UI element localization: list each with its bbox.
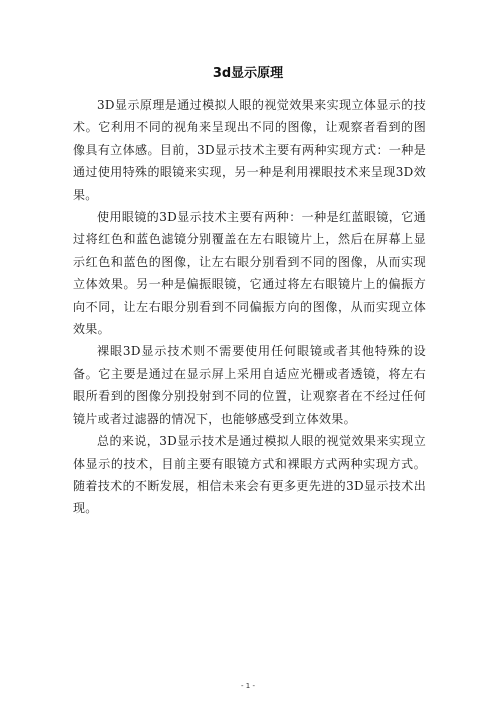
page-number: - 1 - [241, 682, 255, 690]
paragraph-glasses: 使用眼镜的3D显示技术主要有两种：一种是红蓝眼镜，它通过将红色和蓝色滤镜分别覆盖在左右眼镜片上，然后在屏幕上显示红色和蓝色的图像，让左右眼分别看到不同的图像，从而实现立体效果。另一种是偏振眼镜，它通过将左右眼镜片上的偏振方向不同，让左右眼分别看到不同偏振方向的图像，从而实现立体效果。 [73, 210, 426, 337]
paragraph-summary: 总的来说，3D显示技术是通过模拟人眼的视觉效果来实现立体显示的技术，目前主要有眼镜方式和裸眼方式两种实现方式。随着技术的不断发展，相信未来会有更多更先进的3D显示技术出现。 [73, 434, 426, 516]
paragraph-intro: 3D显示原理是通过模拟人眼的视觉效果来实现立体显示的技术。它利用不同的视角来呈现出不同的图像，让观察者看到的图像具有立体感。目前，3D显示技术主要有两种实现方式：一种是通过使用特殊的眼镜来实现，另一种是利用裸眼技术来呈现3D效果。 [73, 98, 426, 202]
document-title: 3d显示原理 [212, 66, 284, 81]
document-body [73, 94, 426, 520]
paragraph-naked-eye: 裸眼3D显示技术则不需要使用任何眼镜或者其他特殊的设备。它主要是通过在显示屏上采用自适应光栅或者透镜，将左右眼所看到的图像分别投射到不同的位置，让观察者在不经过任何镜片或者过滤器的情况下，也能够感受到立体效果。 [73, 344, 426, 426]
